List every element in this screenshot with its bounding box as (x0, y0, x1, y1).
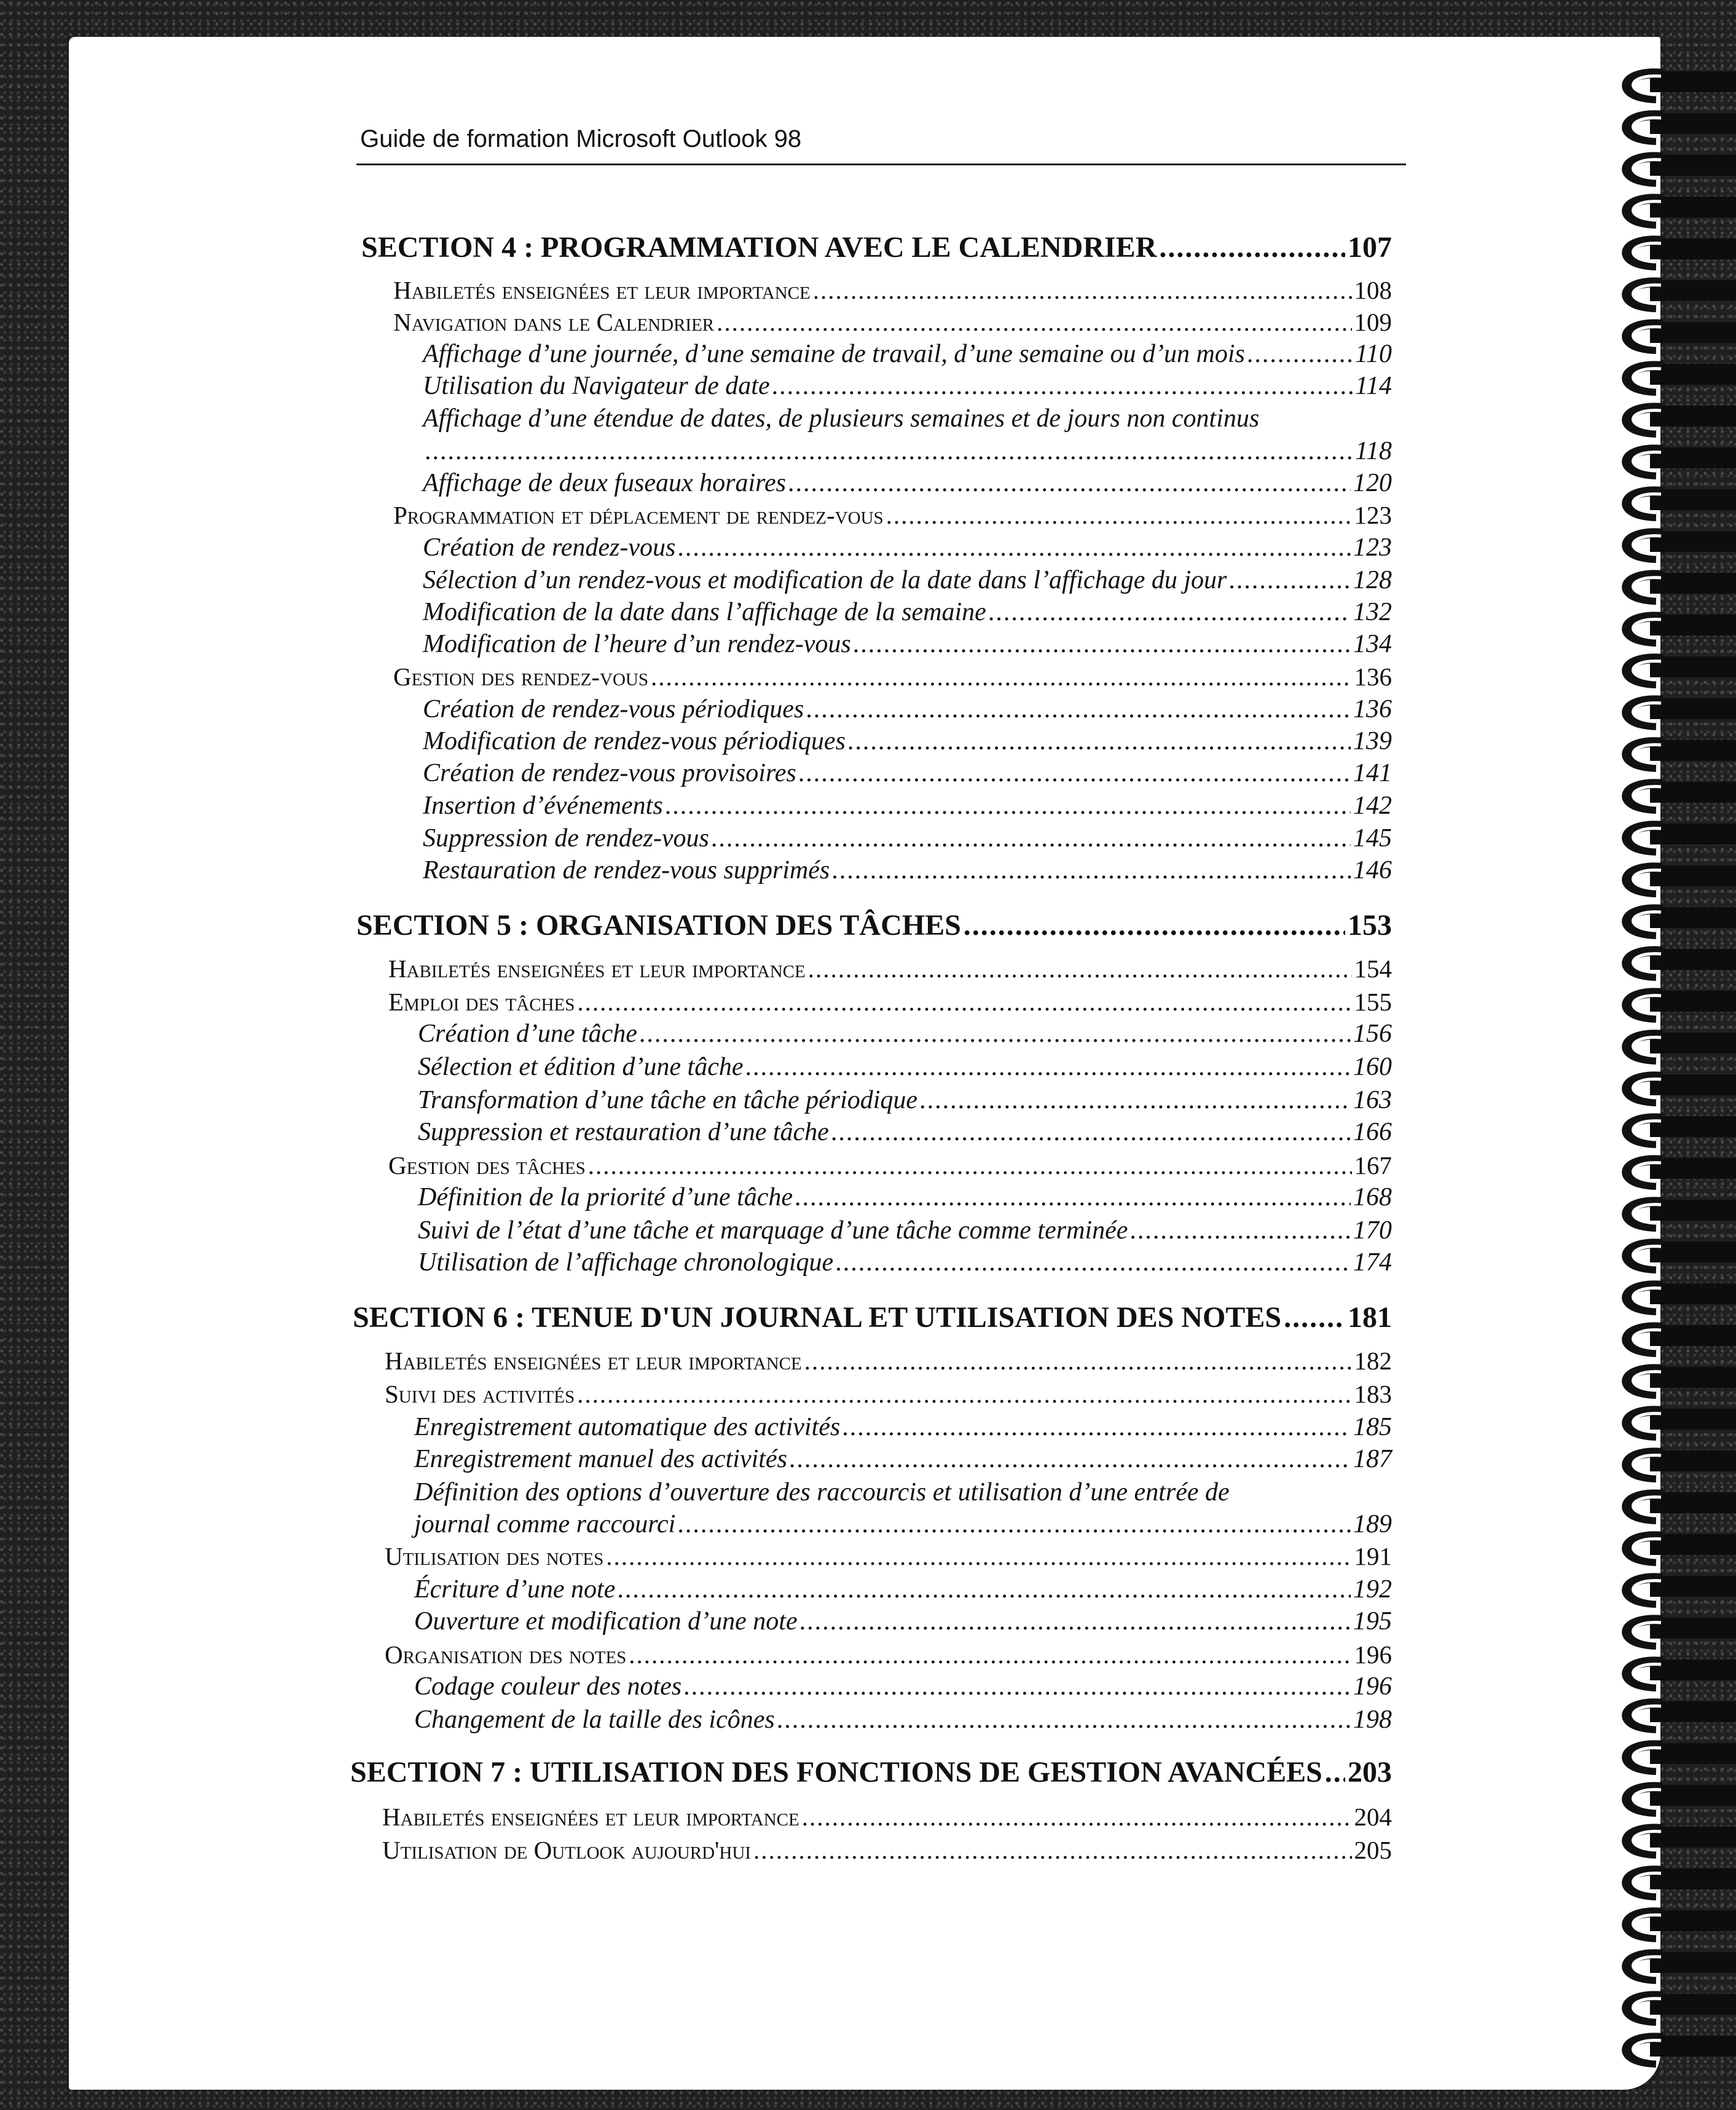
toc-entry-label: Suppression et restauration d’une tâche (418, 1118, 829, 1146)
toc-entry-page: 132 (1353, 598, 1392, 626)
dot-leader (788, 468, 1351, 498)
toc-entry-label: Affichage d’une journée, d’une semaine de travail, d’une semaine ou d’un mois (423, 340, 1245, 368)
binding-ring (1627, 489, 1736, 516)
toc-entry (423, 758, 1392, 788)
binding-ring (1627, 1074, 1736, 1101)
toc-entry (418, 1117, 1392, 1147)
toc-entry (414, 1607, 1392, 1636)
dot-leader (989, 597, 1351, 627)
dot-leader (629, 1640, 1351, 1669)
toc-entry-page: 123 (1353, 533, 1392, 562)
binding-ring (1627, 1785, 1736, 1812)
toc-entry-page: 154 (1354, 955, 1392, 983)
toc-entry (414, 1510, 1392, 1539)
dot-leader (799, 758, 1351, 788)
toc-entry-page: 167 (1354, 1151, 1392, 1179)
binding-ring (1627, 615, 1736, 642)
toc-entry-label: Codage couleur des notes (414, 1672, 682, 1701)
toc-entry-label: Modification de la date dans l’affichage de la semaine (423, 598, 986, 626)
binding-ring (1627, 280, 1736, 307)
toc-entry-label: Suivi des activités (385, 1380, 575, 1408)
dot-leader (802, 1802, 1352, 1832)
toc-entry (382, 1835, 1392, 1865)
toc-entry-label: SECTION 4 : PROGRAMMATION AVEC LE CALENDRIER (361, 231, 1157, 264)
toc-entry (393, 307, 1392, 337)
toc-entry-label: Utilisation de Outlook aujourd'hui (382, 1836, 751, 1864)
toc-entry-page: 123 (1354, 501, 1392, 529)
toc-entry (418, 1248, 1392, 1277)
toc-entry-page: 139 (1353, 727, 1392, 755)
toc-entry-label: Programmation et déplacement de rendez-vous (393, 501, 884, 529)
toc-entry-label: Création d’une tâche (418, 1020, 637, 1048)
toc-entry-page: 203 (1348, 1756, 1392, 1789)
dot-leader (666, 791, 1351, 821)
dot-leader (577, 987, 1351, 1017)
binding-ring (1627, 1618, 1736, 1645)
page-header: Guide de formation Microsoft Outlook 98 (360, 125, 802, 152)
toc-entry-page: 196 (1354, 1640, 1392, 1669)
toc-entry (418, 1216, 1392, 1245)
toc-entry-page: 142 (1353, 792, 1392, 820)
binding-ring (1627, 1367, 1736, 1394)
toc-entry-page: 182 (1354, 1347, 1392, 1375)
toc-entry-label: Organisation des notes (385, 1640, 627, 1669)
dot-leader (920, 1085, 1351, 1115)
dot-leader (745, 1052, 1351, 1082)
toc-entry-page: 118 (1355, 437, 1392, 465)
binding-ring (1627, 155, 1736, 182)
binding-ring (1627, 238, 1736, 266)
toc-entry-page: 183 (1354, 1380, 1392, 1408)
dot-leader (806, 695, 1351, 724)
toc-entry-page: 185 (1353, 1413, 1392, 1441)
toc-entry-page: 136 (1354, 663, 1392, 691)
dot-leader (831, 1117, 1351, 1147)
binding-ring (1627, 656, 1736, 683)
toc-entry-label: Navigation dans le Calendrier (393, 308, 715, 336)
binding-ring (1627, 782, 1736, 809)
toc-entry-page: 160 (1353, 1053, 1392, 1081)
toc-entry-label: Enregistrement automatique des activités (414, 1413, 841, 1441)
dot-leader (854, 629, 1351, 659)
toc-entry-page: 134 (1353, 630, 1392, 658)
toc-section-heading (361, 230, 1392, 264)
toc-entry-label: Utilisation des notes (385, 1542, 604, 1570)
binding-ring (1627, 113, 1736, 140)
toc-entry-label: Création de rendez-vous périodiques (423, 695, 804, 723)
toc-entry (388, 1151, 1392, 1180)
toc-entry-label: Affichage d’une étendue de dates, de plusieurs semaines et de jours non continus (423, 404, 1260, 433)
binding-ring (1627, 1200, 1736, 1227)
toc-entry-page: 155 (1354, 988, 1392, 1016)
binding-ring (1627, 991, 1736, 1018)
toc-entry-label: Écriture d’une note (414, 1575, 616, 1604)
dot-leader (848, 726, 1351, 756)
toc-entry (423, 404, 1392, 433)
toc-entry-page: 170 (1353, 1216, 1392, 1245)
toc-entry-page: 136 (1353, 695, 1392, 723)
toc-entry (423, 533, 1392, 562)
toc-entry (423, 339, 1392, 369)
toc-section-heading (350, 1755, 1392, 1789)
binding-ring (1627, 1283, 1736, 1310)
binding-ring (1627, 1534, 1736, 1561)
binding-ring (1627, 824, 1736, 851)
binding-ring (1627, 406, 1736, 433)
dot-leader (577, 1379, 1351, 1409)
binding-ring (1627, 71, 1736, 98)
toc-entry (418, 1052, 1392, 1082)
toc-entry-label: SECTION 6 : TENUE D'UN JOURNAL ET UTILISATION DES NOTES (353, 1301, 1282, 1334)
binding-ring (1627, 1952, 1736, 1979)
binding-ring (1627, 1325, 1736, 1352)
toc-section-heading (356, 908, 1392, 942)
toc-entry-page: 120 (1353, 469, 1392, 497)
toc-entry (423, 565, 1392, 595)
toc-entry-label: Sélection d’un rendez-vous et modification de la date dans l’affichage du jour (423, 566, 1227, 594)
toc-entry (414, 1444, 1392, 1474)
toc-entry (388, 954, 1392, 983)
toc-entry-label: Gestion des rendez-vous (393, 663, 648, 691)
toc-entry-page: 110 (1355, 340, 1392, 368)
binding-ring (1627, 949, 1736, 976)
dot-leader (1325, 1755, 1345, 1789)
toc-section-heading (353, 1301, 1392, 1334)
toc-entry-page: 108 (1354, 276, 1392, 304)
dot-leader (836, 1248, 1351, 1277)
binding-ring (1627, 197, 1736, 224)
dot-leader (808, 954, 1352, 983)
toc-entry-label: Utilisation du Navigateur de date (423, 372, 770, 400)
dot-leader (1159, 230, 1345, 264)
toc-entry-page: 141 (1353, 759, 1392, 787)
toc-entry-page: 145 (1353, 824, 1392, 852)
binding-ring (1627, 1868, 1736, 1895)
toc-entry (385, 1379, 1392, 1409)
dot-leader (684, 1672, 1351, 1701)
toc-entry-page: 192 (1353, 1575, 1392, 1604)
toc-entry-label: Habiletés enseignées et leur importance (385, 1347, 802, 1375)
toc-entry (423, 856, 1392, 885)
toc-entry (418, 1085, 1392, 1115)
toc-entry (423, 791, 1392, 821)
dot-leader (651, 662, 1352, 691)
binding-ring (1627, 907, 1736, 934)
toc-entry-page: 163 (1353, 1086, 1392, 1114)
dot-leader (753, 1835, 1352, 1865)
toc-entry-page: 174 (1353, 1248, 1392, 1277)
toc-entry-page: 189 (1353, 1510, 1392, 1538)
dot-leader (795, 1183, 1351, 1212)
dot-leader (886, 500, 1352, 530)
binding-ring (1627, 1994, 1736, 2021)
toc-entry-label: Affichage de deux fuseaux horaires (423, 469, 786, 497)
binding-ring (1627, 1242, 1736, 1269)
toc-entry-page: 168 (1353, 1183, 1392, 1211)
binding-ring (1627, 1743, 1736, 1770)
binding-ring (1627, 1409, 1736, 1436)
toc-entry-label: Définition des options d’ouverture des raccourcis et utilisation d’une entrée de (414, 1478, 1230, 1506)
toc-entry-page: 204 (1354, 1803, 1392, 1831)
toc-entry-label: Changement de la taille des icônes (414, 1706, 775, 1734)
toc-entry-label: Insertion d’événements (423, 792, 663, 820)
toc-entry (414, 1672, 1392, 1701)
dot-leader (842, 1412, 1351, 1442)
toc-entry-page: 195 (1353, 1607, 1392, 1636)
binding-ring (1627, 1827, 1736, 1854)
toc-entry-page: 109 (1354, 308, 1392, 336)
toc-entry-page: 196 (1353, 1672, 1392, 1701)
binding-ring (1627, 865, 1736, 892)
spiral-binding (1607, 61, 1736, 2090)
dot-leader (964, 908, 1345, 942)
toc-entry-label: Suivi de l’état d’une tâche et marquage d’une tâche comme terminée (418, 1216, 1128, 1245)
toc-entry-label: Suppression de rendez-vous (423, 824, 709, 852)
toc-entry (423, 436, 1392, 466)
toc-entry (423, 629, 1392, 659)
binding-ring (1627, 1116, 1736, 1143)
toc-entry-page: 107 (1348, 231, 1392, 264)
binding-ring (1627, 2036, 1736, 2063)
toc-entry (414, 1705, 1392, 1734)
toc-entry (393, 500, 1392, 530)
dot-leader (1229, 565, 1351, 595)
dot-leader (717, 307, 1351, 337)
binding-ring (1627, 1158, 1736, 1185)
toc-entry (382, 1802, 1392, 1832)
toc-entry (388, 987, 1392, 1017)
binding-ring (1627, 322, 1736, 349)
toc-entry-page: 166 (1353, 1118, 1392, 1146)
toc-entry (393, 662, 1392, 691)
toc-entry-label: Sélection et édition d’une tâche (418, 1053, 744, 1081)
toc-entry-page: 187 (1353, 1445, 1392, 1473)
dot-leader (678, 1510, 1351, 1539)
toc-entry-label: Gestion des tâches (388, 1151, 586, 1179)
binding-ring (1627, 1576, 1736, 1603)
toc-entry-label: Création de rendez-vous (423, 533, 676, 562)
toc-entry (423, 597, 1392, 627)
toc-entry-label: SECTION 5 : ORGANISATION DES TÂCHES (356, 909, 961, 942)
toc-entry-label: Création de rendez-vous provisoires (423, 759, 796, 787)
toc-entry (418, 1019, 1392, 1049)
toc-entry-page: 198 (1353, 1706, 1392, 1734)
toc-entry-label: Utilisation de l’affichage chronologique (418, 1248, 834, 1277)
toc-entry-page: 153 (1348, 909, 1392, 942)
toc-entry-label: Modification de rendez-vous périodiques (423, 727, 846, 755)
toc-entry-page: 146 (1353, 856, 1392, 884)
dot-leader (678, 533, 1351, 562)
toc-entry-page: 191 (1354, 1542, 1392, 1570)
binding-ring (1627, 1701, 1736, 1728)
dot-leader (1247, 339, 1353, 369)
toc-entry-label: Habiletés enseignées et leur importance (388, 955, 806, 983)
toc-entry (418, 1183, 1392, 1212)
toc-entry (414, 1575, 1392, 1604)
dot-leader (606, 1541, 1351, 1571)
binding-ring (1627, 1492, 1736, 1519)
toc-entry-page: 128 (1353, 566, 1392, 594)
toc-entry (393, 275, 1392, 305)
toc-entry-label: Définition de la priorité d’une tâche (418, 1183, 793, 1211)
toc-entry (423, 726, 1392, 756)
dot-leader (790, 1444, 1351, 1474)
dot-leader (800, 1607, 1351, 1636)
binding-ring (1627, 698, 1736, 725)
toc-entry-page: 205 (1354, 1836, 1392, 1864)
toc-entry (385, 1346, 1392, 1376)
dot-leader (1284, 1301, 1345, 1334)
dot-leader (712, 824, 1351, 853)
header-rule (356, 163, 1406, 165)
toc-entry-page: 181 (1348, 1301, 1392, 1334)
binding-ring (1627, 1033, 1736, 1060)
binding-ring (1627, 531, 1736, 558)
binding-ring (1627, 447, 1736, 474)
toc-entry (414, 1412, 1392, 1442)
toc-entry (423, 824, 1392, 853)
toc-entry (423, 695, 1392, 724)
toc-entry (385, 1640, 1392, 1669)
toc-entry-label: Habiletés enseignées et leur importance (393, 276, 811, 304)
toc-entry-label: Transformation d’une tâche en tâche périodique (418, 1086, 918, 1114)
binding-ring (1627, 364, 1736, 391)
toc-entry-label: Modification de l’heure d’un rendez-vous (423, 630, 851, 658)
binding-ring (1627, 740, 1736, 767)
binding-ring (1627, 1659, 1736, 1687)
toc-entry-label: Ouverture et modification d’une note (414, 1607, 798, 1636)
dot-leader (777, 1705, 1351, 1734)
toc-entry-page: 156 (1353, 1020, 1392, 1048)
dot-leader (640, 1019, 1351, 1049)
dot-leader (425, 436, 1353, 466)
toc-entry-label: Habiletés enseignées et leur importance (382, 1803, 799, 1831)
toc-entry-label: Restauration de rendez-vous supprimés (423, 856, 830, 884)
toc-entry-label: SECTION 7 : UTILISATION DES FONCTIONS DE GESTION AVANCÉES (350, 1756, 1322, 1789)
toc-entry-label: journal comme raccourci (414, 1510, 676, 1538)
toc-entry (414, 1478, 1392, 1507)
toc-entry-page: 114 (1355, 372, 1392, 400)
toc-entry-label: Enregistrement manuel des activités (414, 1445, 787, 1473)
dot-leader (618, 1575, 1351, 1604)
binding-ring (1627, 573, 1736, 600)
dot-leader (813, 275, 1352, 305)
dot-leader (588, 1151, 1352, 1180)
toc-entry (423, 371, 1392, 401)
binding-ring (1627, 1910, 1736, 1937)
dot-leader (832, 856, 1351, 885)
toc-entry (385, 1541, 1392, 1571)
dot-leader (1130, 1216, 1351, 1245)
binding-ring (1627, 1451, 1736, 1478)
dot-leader (772, 371, 1353, 401)
toc-entry-label: Emploi des tâches (388, 988, 575, 1016)
toc-entry (423, 468, 1392, 498)
dot-leader (804, 1346, 1352, 1376)
